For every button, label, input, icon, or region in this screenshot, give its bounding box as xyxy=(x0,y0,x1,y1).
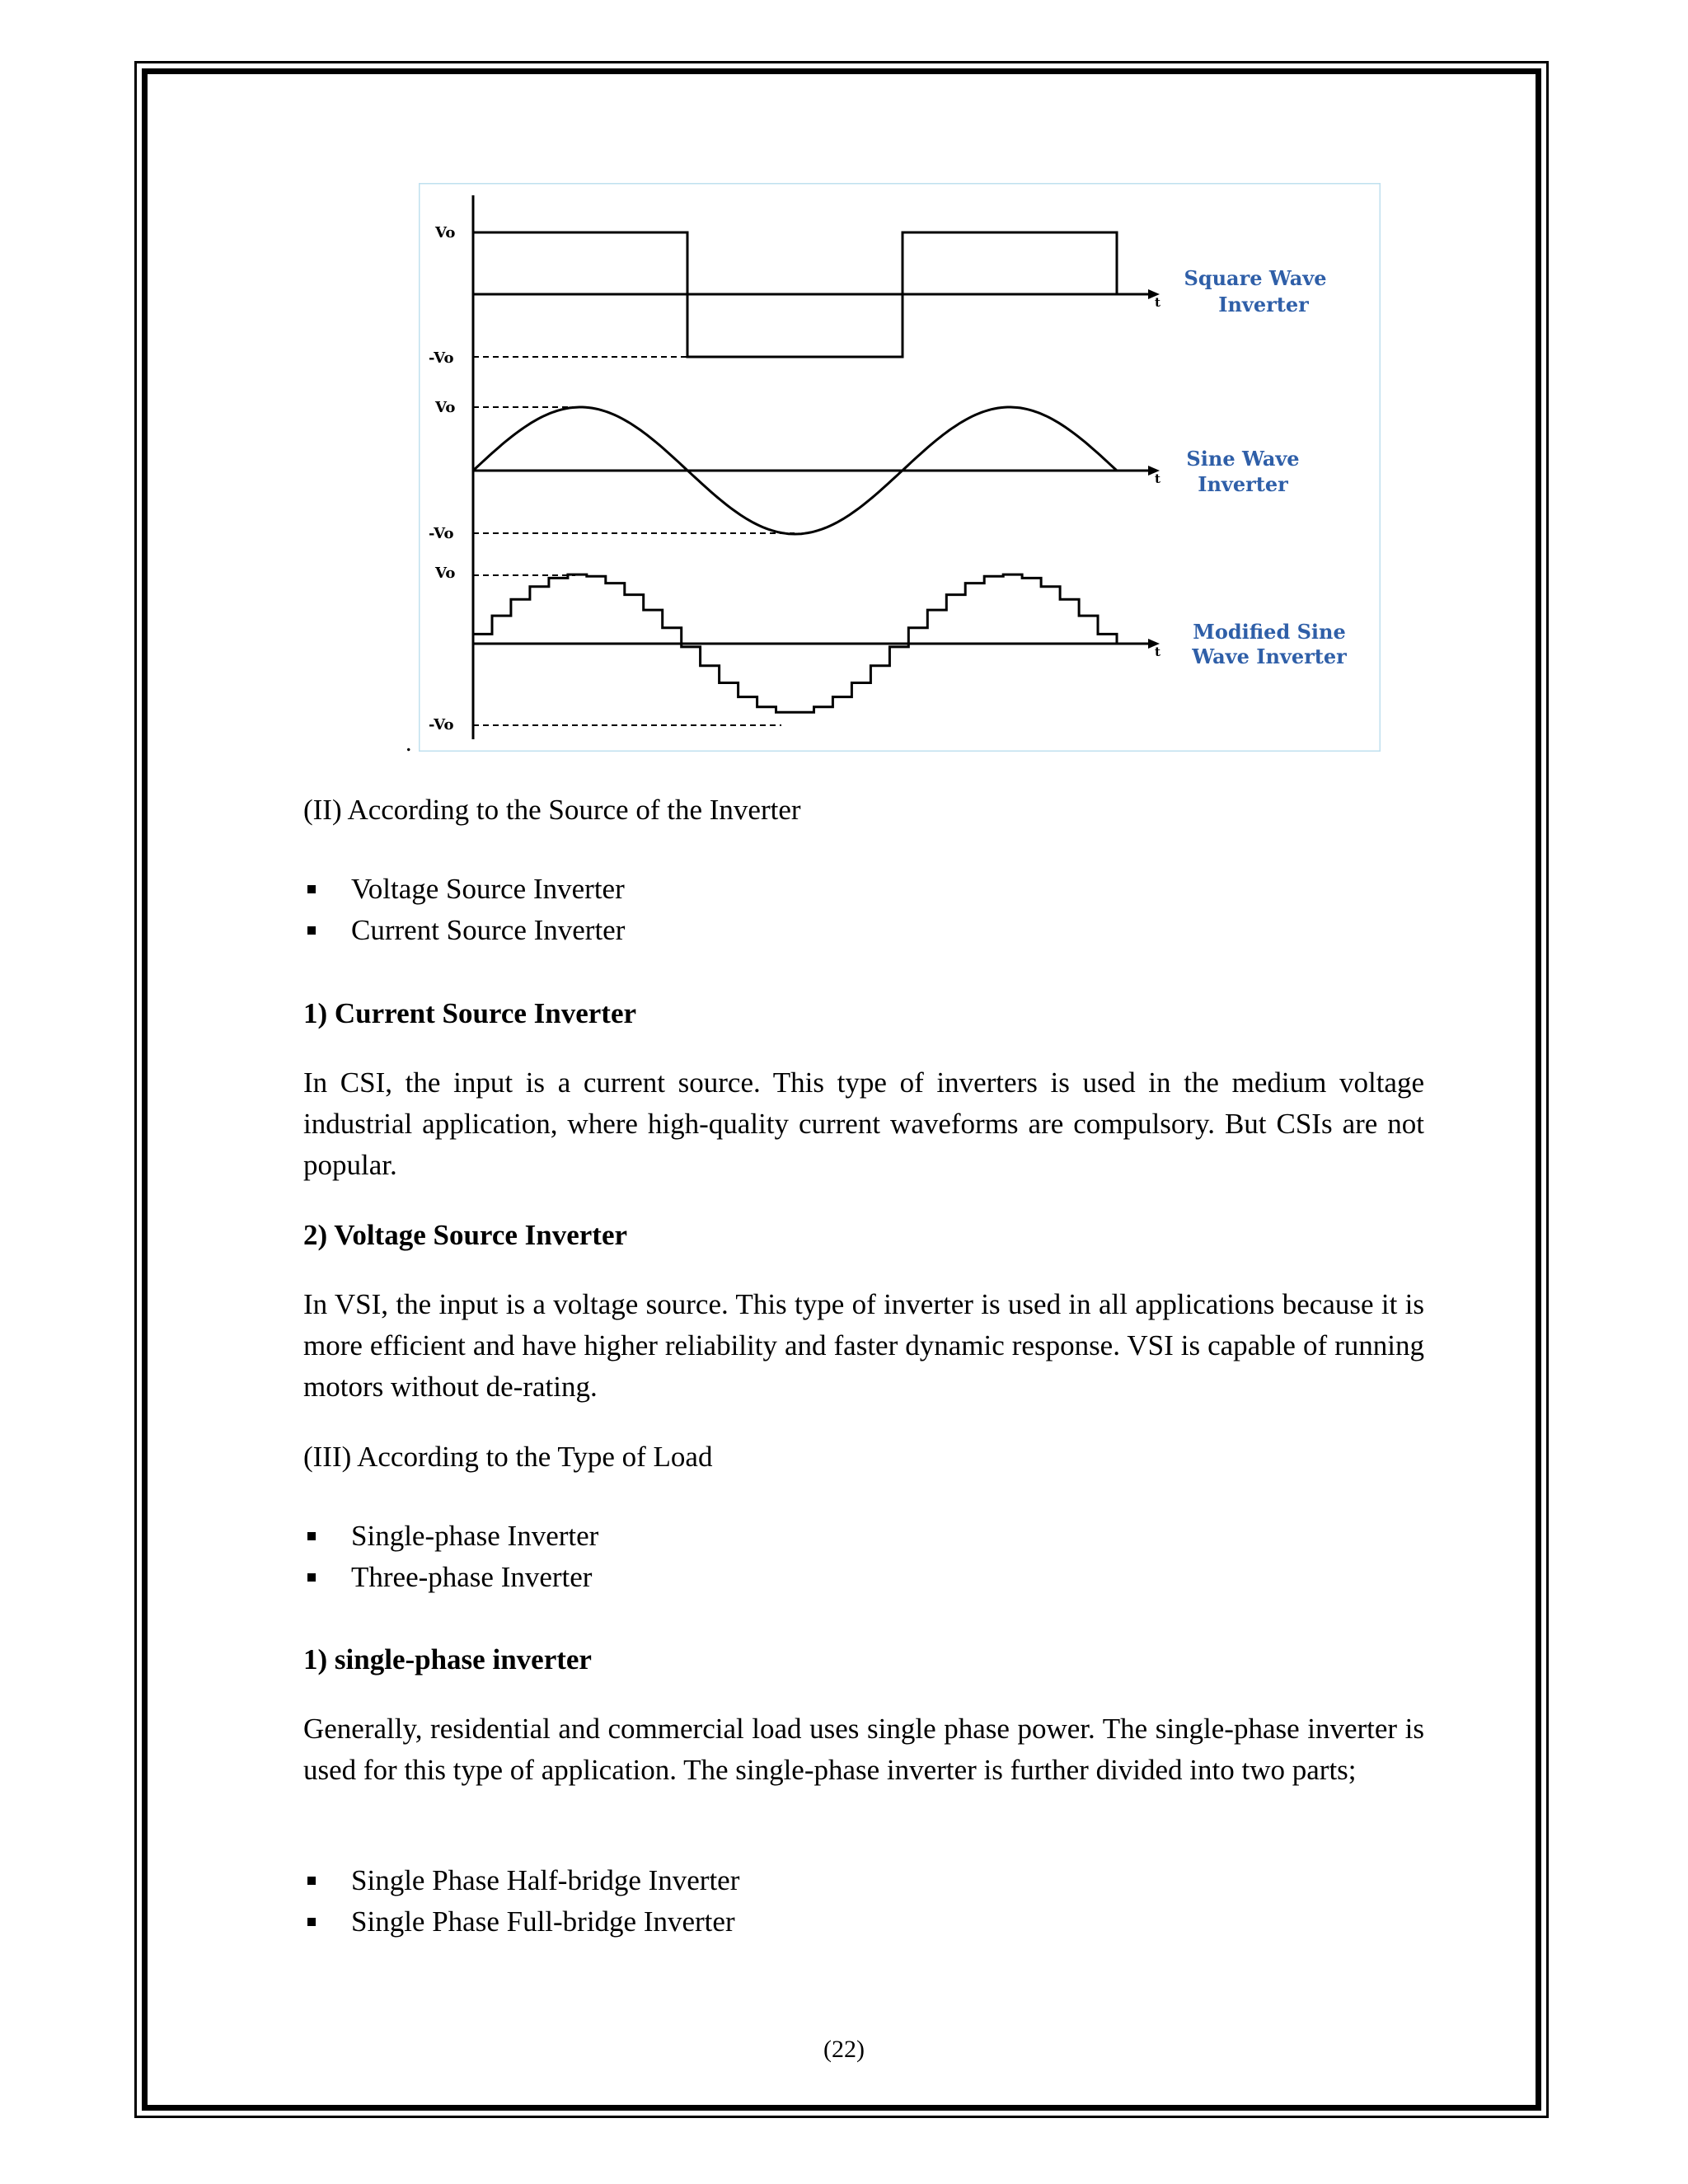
sine-vo-label: Vo xyxy=(435,399,456,416)
list-item: Three-phase Inverter xyxy=(303,1557,1424,1598)
bullet-square-icon xyxy=(307,885,316,893)
modified-t-label: t xyxy=(1155,644,1160,659)
bullet-square-icon xyxy=(307,1877,316,1885)
figure-marker-dot: . xyxy=(406,729,412,757)
modified-label-line1: Modified Sine xyxy=(1193,620,1346,644)
square-label-line1: Square Wave xyxy=(1184,266,1327,290)
modified-neg-vo-label: -Vo xyxy=(429,716,454,733)
sine-neg-vo-label: -Vo xyxy=(429,525,454,542)
paragraph-vsi: In VSI, the input is a voltage source. This type of inverter is used in all applications because it is more efficient and have higher reliability and faster dynamic response. VSI is capable of running motors without de-rating. xyxy=(303,1288,1424,1403)
list-item: Single-phase Inverter xyxy=(303,1516,1424,1557)
list-item: Single Phase Full-bridge Inverter xyxy=(303,1901,1424,1943)
square-t-label: t xyxy=(1155,295,1160,310)
single-phase-type-list xyxy=(303,1860,1424,1943)
square-vo-label: Vo xyxy=(435,224,456,241)
sine-label-line2: Inverter xyxy=(1198,472,1288,496)
list-item: Single Phase Half-bridge Inverter xyxy=(303,1860,1424,1901)
source-type-list xyxy=(303,869,1424,951)
list-item: Voltage Source Inverter xyxy=(303,869,1424,910)
modified-vo-label: Vo xyxy=(435,565,456,582)
heading-single-phase-inverter: 1) single-phase inverter xyxy=(303,1643,592,1675)
bullet-square-icon xyxy=(307,1918,316,1926)
sine-t-label: t xyxy=(1155,471,1160,486)
paragraph-single-phase: Generally, residential and commercial load uses single phase power. The single-phase inverter is used for this type of application. The single-phase inverter is further divided into two parts; xyxy=(303,1713,1424,1786)
section-heading-load: (III) According to the Type of Load xyxy=(303,1441,713,1473)
sine-label-line1: Sine Wave xyxy=(1186,447,1300,471)
square-neg-vo-label: -Vo xyxy=(429,349,454,367)
page-number: (22) xyxy=(823,2036,865,2063)
bullet-square-icon xyxy=(307,1532,316,1540)
heading-voltage-source-inverter: 2) Voltage Source Inverter xyxy=(303,1219,628,1251)
bullet-square-icon xyxy=(307,926,316,935)
square-label-line2: Inverter xyxy=(1218,293,1309,316)
paragraph-csi: In CSI, the input is a current source. This type of inverters is used in the medium voltage industrial application, where high-quality current waveforms are compulsory. But CSIs are not popular. xyxy=(303,1066,1424,1181)
heading-current-source-inverter: 1) Current Source Inverter xyxy=(303,997,637,1029)
inverter-waveforms-figure xyxy=(419,183,1381,752)
list-item: Current Source Inverter xyxy=(303,910,1424,951)
section-heading-source: (II) According to the Source of the Inverter xyxy=(303,794,801,826)
modified-label-line2: Wave Inverter xyxy=(1192,644,1347,668)
bullet-square-icon xyxy=(307,1573,316,1582)
load-type-list xyxy=(303,1516,1424,1598)
